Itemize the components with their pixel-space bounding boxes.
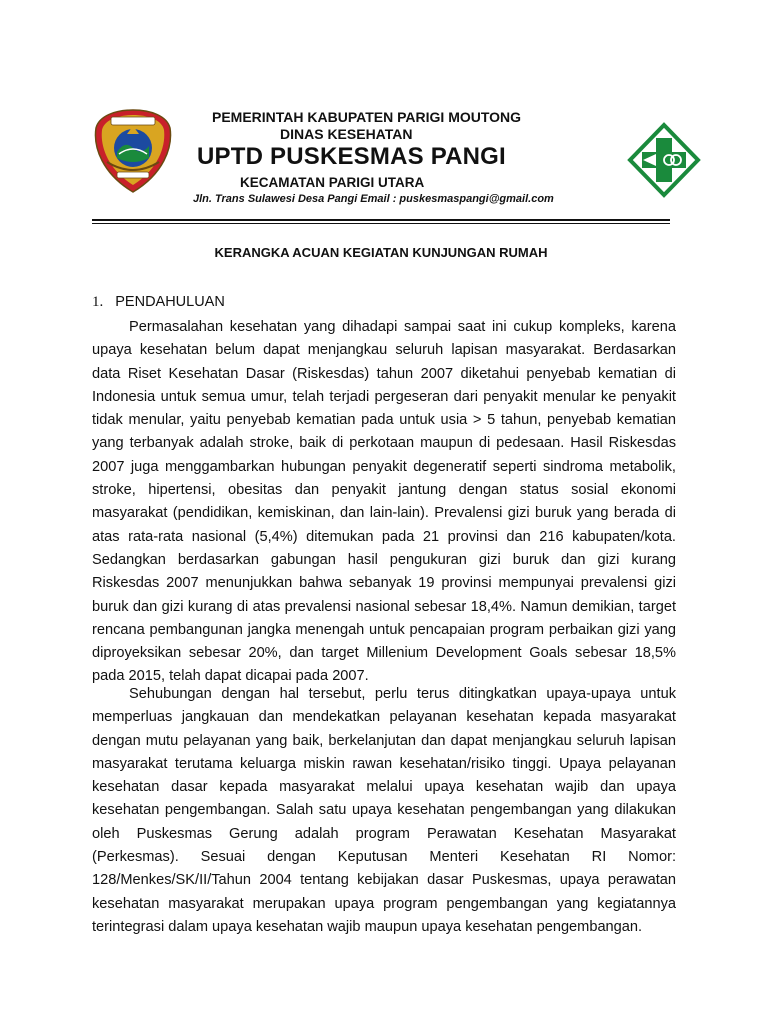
puskesmas-green-cross-icon xyxy=(627,122,701,198)
letterhead-district: KECAMATAN PARIGI UTARA xyxy=(240,175,425,190)
section-number: 1. xyxy=(92,294,104,310)
letterhead-divider-thin xyxy=(92,223,670,224)
section-label: PENDAHULUAN xyxy=(115,294,225,310)
paragraph: Permasalahan kesehatan yang dihadapi sampai saat ini cukup kompleks, karena upaya kesehatan belum dapat menjangkau seluruh lapisan masyarakat. Berdasarkan data Riset Kesehatan Dasar (Riskesdas) tahun 2007 diketahui penyebab kematian di Indonesia untuk semua umur, telah terjadi pergeseran dari penyakit menular ke penyakit tidak menular, yaitu penyebab kematian pada untuk usia > 5 tahun, penyebab kematian yang terbanyak adalah stroke, baik di perkotaan maupun di pedesaan. Hasil Riskesdas 2007 juga menggambarkan hubungan penyakit degeneratif seperti sindroma metabolik, stroke, hipertensi, obesitas dan penyakit jantung dengan status sosial ekonomi masyarakat (pendidikan, kemiskinan, dan lain-lain). Prevalensi gizi buruk yang berada di atas rata-rata nasional (5,4%) ditemukan pada 21 provinsi dan 216 kabupaten/kota. Sedangkan berdasarkan gabungan hasil pengukuran gizi buruk dan gizi kurang Riskesdas 2007 menunjukkan bahwa sebanyak 19 provinsi mempunyai prevalensi gizi buruk dan gizi kurang di atas prevalensi nasional sebesar 18,4%. Namun demikian, target rencana pembangunan jangka menengah untuk pencapaian program perbaikan gizi yang diproyeksikan sebesar 20%, dan target Millenium Development Goals sebesar 18,5% pada 2015, telah dapat dicapai pada 2007. xyxy=(92,319,676,685)
letterhead-divider-thick xyxy=(92,219,670,221)
letterhead-government: PEMERINTAH KABUPATEN PARIGI MOUTONG xyxy=(212,109,522,125)
document-title: KERANGKA ACUAN KEGIATAN KUNJUNGAN RUMAH xyxy=(214,245,548,260)
letterhead-department: DINAS KESEHATAN xyxy=(280,126,413,142)
section-heading xyxy=(92,294,225,311)
letterhead-institution: UPTD PUSKESMAS PANGI xyxy=(197,143,506,170)
regency-coat-of-arms-icon xyxy=(93,108,173,194)
paragraph: Sehubungan dengan hal tersebut, perlu terus ditingkatkan upaya-upaya untuk memperluas jangkauan dan mendekatkan pelayanan kesehatan kepada masyarakat dengan mutu pelayanan yang baik, berkelanjutan dan dapat menjangkau seluruh lapisan masyarakat terutama keluarga miskin rawan kesehatan/risiko tinggi. Upaya pelayanan kesehatan dasar kepada masyarakat melalui upaya kesehatan wajib dan upaya kesehatan pengembangan. Salah satu upaya kesehatan pengembangan yang dilakukan oleh Puskesmas Gerung adalah program Perawatan Kesehatan Masyarakat (Perkesmas). Sesuai dengan Keputusan Menteri Kesehatan RI Nomor: 128/Menkes/SK/II/Tahun 2004 tentang kebijakan dasar Puskesmas, upaya perawatan kesehatan masyarakat merupakan upaya program pengembangan yang kegiatannya terintegrasi dalam upaya kesehatan wajib maupun upaya kesehatan pengembangan. xyxy=(92,686,676,935)
letterhead-address: Jln. Trans Sulawesi Desa Pangi Email : puskesmaspangi@gmail.com xyxy=(193,193,554,205)
